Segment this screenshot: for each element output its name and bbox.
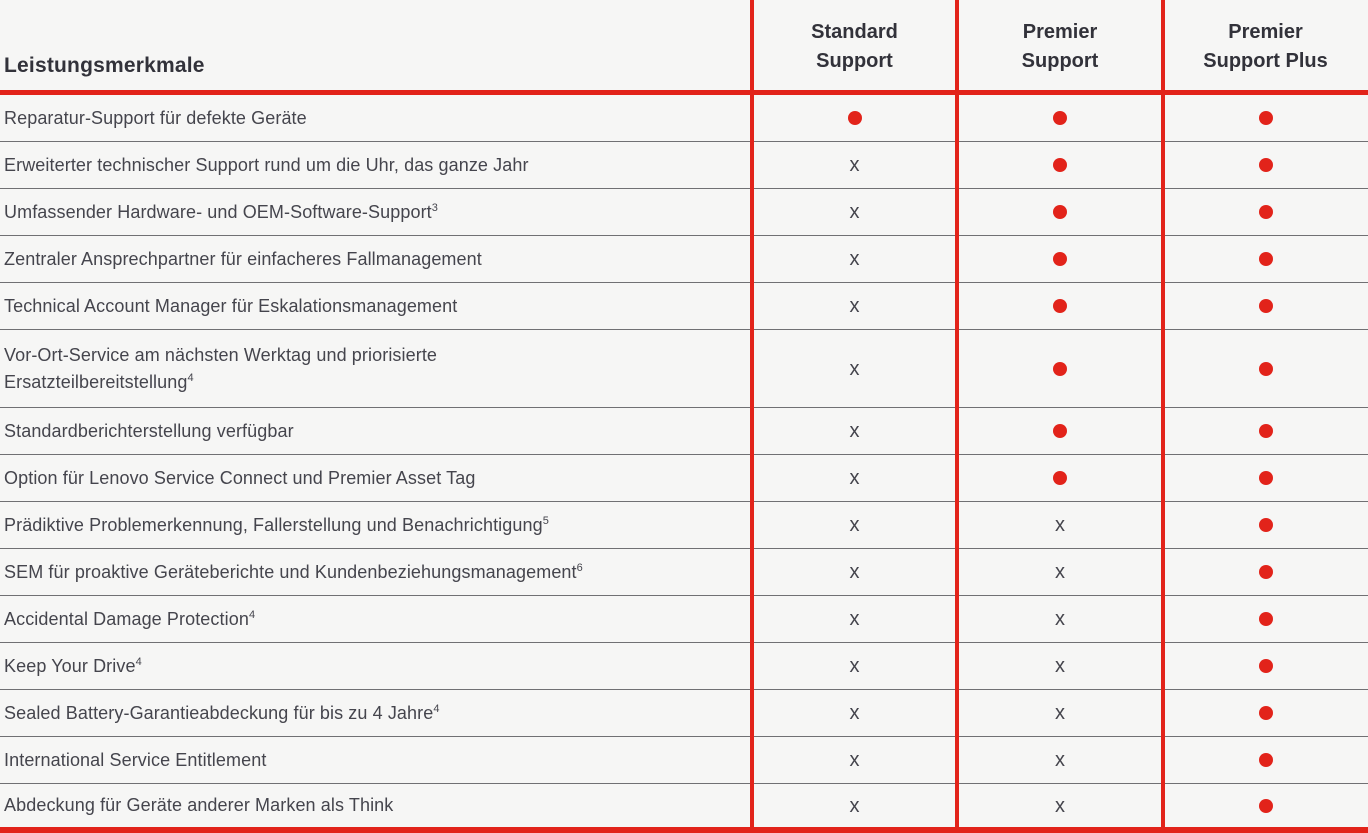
included-dot-icon bbox=[1259, 799, 1273, 813]
plan-header-line: Support Plus bbox=[1203, 50, 1328, 72]
plan-header-line: Premier bbox=[1022, 21, 1098, 43]
included-dot-icon bbox=[1053, 158, 1067, 172]
feature-label: Abdeckung für Geräte anderer Marken als Think bbox=[4, 795, 394, 815]
not-included-x-mark: x bbox=[1055, 514, 1065, 536]
not-included-x-mark: x bbox=[849, 794, 860, 817]
included-dot-icon bbox=[1259, 612, 1273, 626]
included-dot-icon bbox=[1259, 471, 1273, 485]
not-included-x-mark: x bbox=[849, 749, 860, 771]
included-dot-icon bbox=[1259, 565, 1273, 579]
feature-label: Reparatur-Support für defekte Geräte bbox=[4, 107, 307, 128]
feature-label: Zentraler Ansprechpartner für einfacheres Fallmanagement bbox=[4, 248, 482, 269]
mark-cell-premier bbox=[957, 189, 1163, 235]
mark-cell-standard bbox=[752, 596, 957, 642]
mark-cell-standard bbox=[752, 643, 957, 689]
mark-cell-premier_plus bbox=[1163, 502, 1368, 548]
footnote-superscript: 3 bbox=[431, 201, 438, 214]
not-included-x-mark: x bbox=[849, 467, 860, 489]
mark-cell-standard bbox=[752, 690, 957, 736]
feature-label: Accidental Damage Protection$^4$ bbox=[4, 608, 256, 629]
feature-label: SEM für proaktive Geräteberichte und Kundenbeziehungsmanagement$^6$ bbox=[4, 561, 583, 582]
included-dot-icon bbox=[1053, 111, 1067, 125]
included-dot-icon bbox=[1053, 205, 1067, 219]
included-dot-icon bbox=[1259, 706, 1273, 720]
included-dot-icon bbox=[1259, 362, 1273, 376]
included-dot-icon bbox=[1259, 205, 1273, 219]
included-dot-icon bbox=[1259, 111, 1273, 125]
mark-cell-premier_plus bbox=[1163, 95, 1368, 141]
included-dot-icon bbox=[1259, 299, 1273, 313]
feature-label: Erweiterter technischer Support rund um die Uhr, das ganze Jahr bbox=[4, 154, 529, 175]
mark-cell-standard bbox=[752, 455, 957, 501]
not-included-x-mark: x bbox=[1055, 655, 1065, 677]
column-divider-line bbox=[750, 0, 754, 833]
not-included-x-mark: x bbox=[849, 248, 860, 270]
included-dot-icon bbox=[1259, 753, 1273, 767]
not-included-x-mark: x bbox=[849, 154, 860, 176]
mark-cell-premier bbox=[957, 330, 1163, 407]
mark-cell-premier_plus bbox=[1163, 189, 1368, 235]
mark-cell-premier_plus bbox=[1163, 142, 1368, 188]
not-included-x-mark: x bbox=[849, 561, 860, 583]
mark-cell-premier_plus bbox=[1163, 643, 1368, 689]
mark-cell-premier_plus bbox=[1163, 236, 1368, 282]
mark-cell-premier_plus bbox=[1163, 283, 1368, 329]
mark-cell-premier bbox=[957, 784, 1163, 827]
footnote-superscript: 5 bbox=[542, 514, 549, 527]
not-included-x-mark: x bbox=[849, 655, 860, 677]
not-included-x-mark: x bbox=[1055, 749, 1065, 771]
included-dot-icon bbox=[1053, 252, 1067, 266]
included-dot-icon bbox=[1053, 471, 1067, 485]
mark-cell-premier bbox=[957, 283, 1163, 329]
mark-cell-premier_plus bbox=[1163, 408, 1368, 454]
feature-label: Sealed Battery-Garantieabdeckung für bis zu 4 Jahre$^4$ bbox=[4, 702, 440, 723]
mark-cell-standard bbox=[752, 737, 957, 783]
plan-header-line: Premier bbox=[1228, 21, 1303, 43]
mark-cell-premier bbox=[957, 236, 1163, 282]
plan-header-line: Support bbox=[1021, 50, 1099, 72]
not-included-x-mark: x bbox=[849, 201, 860, 223]
mark-cell-standard bbox=[752, 236, 957, 282]
mark-cell-premier bbox=[957, 596, 1163, 642]
feature-label: International Service Entitlement bbox=[4, 749, 267, 770]
not-included-x-mark: x bbox=[849, 702, 860, 724]
mark-cell-standard bbox=[752, 95, 957, 141]
mark-cell-premier_plus bbox=[1163, 330, 1368, 407]
not-included-x-mark: x bbox=[1055, 794, 1065, 817]
mark-cell-standard bbox=[752, 330, 957, 407]
footnote-superscript: 4 bbox=[433, 702, 440, 715]
mark-cell-standard bbox=[752, 549, 957, 595]
mark-cell-premier_plus bbox=[1163, 737, 1368, 783]
mark-cell-premier_plus bbox=[1163, 596, 1368, 642]
feature-label: Technical Account Manager für Eskalationsmanagement bbox=[4, 295, 458, 316]
mark-cell-standard bbox=[752, 189, 957, 235]
included-dot-icon bbox=[1259, 252, 1273, 266]
mark-cell-premier bbox=[957, 549, 1163, 595]
feature-label: Standardberichterstellung verfügbar bbox=[4, 420, 294, 441]
not-included-x-mark: x bbox=[1055, 561, 1065, 583]
feature-label: Prädiktive Problemerkennung, Fallerstellung und Benachrichtigung$^5$ bbox=[4, 514, 549, 535]
mark-cell-premier bbox=[957, 408, 1163, 454]
plan-header-premier-support bbox=[957, 0, 1163, 90]
mark-cell-premier bbox=[957, 502, 1163, 548]
included-dot-icon bbox=[1259, 518, 1273, 532]
not-included-x-mark: x bbox=[1055, 608, 1065, 630]
feature-label: Keep Your Drive$^4$ bbox=[4, 655, 142, 676]
mark-cell-premier bbox=[957, 737, 1163, 783]
feature-label: Umfassender Hardware- und OEM-Software-Support$^3$ bbox=[4, 201, 438, 222]
not-included-x-mark: x bbox=[849, 295, 860, 317]
plan-header-standard-support bbox=[752, 0, 957, 90]
mark-cell-standard bbox=[752, 142, 957, 188]
included-dot-icon bbox=[1053, 362, 1067, 376]
mark-cell-premier bbox=[957, 643, 1163, 689]
feature-label: Option für Lenovo Service Connect und Premier Asset Tag bbox=[4, 467, 476, 488]
mark-cell-premier_plus bbox=[1163, 455, 1368, 501]
mark-cell-premier bbox=[957, 455, 1163, 501]
not-included-x-mark: x bbox=[849, 608, 860, 630]
mark-cell-premier bbox=[957, 95, 1163, 141]
mark-cell-standard bbox=[752, 502, 957, 548]
included-dot-icon bbox=[1259, 659, 1273, 673]
feature-label: Vor-Ort-Service am nächsten Werktag und priorisierte Ersatzteilbereitstellung$^4$ bbox=[4, 344, 438, 392]
not-included-x-mark: x bbox=[1055, 702, 1065, 724]
mark-cell-premier_plus bbox=[1163, 784, 1368, 827]
mark-cell-premier_plus bbox=[1163, 549, 1368, 595]
included-dot-icon bbox=[1053, 424, 1067, 438]
included-dot-icon bbox=[848, 111, 862, 125]
mark-cell-standard bbox=[752, 408, 957, 454]
plan-header-line: Standard bbox=[811, 21, 898, 43]
not-included-x-mark: x bbox=[849, 420, 860, 442]
plan-header-premier-support-plus bbox=[1163, 0, 1368, 90]
mark-cell-standard bbox=[752, 283, 957, 329]
mark-cell-premier bbox=[957, 142, 1163, 188]
not-included-x-mark: x bbox=[849, 357, 860, 380]
included-dot-icon bbox=[1053, 299, 1067, 313]
footnote-superscript: 6 bbox=[576, 561, 583, 574]
feature-column-header: Leistungsmerkmale bbox=[4, 54, 205, 77]
column-divider-line bbox=[955, 0, 959, 833]
column-divider-line bbox=[1161, 0, 1165, 833]
footnote-superscript: 4 bbox=[135, 655, 142, 668]
included-dot-icon bbox=[1259, 424, 1273, 438]
footnote-superscript: 4 bbox=[248, 608, 256, 621]
mark-cell-standard bbox=[752, 784, 957, 827]
plan-header-line: Support bbox=[816, 50, 893, 72]
not-included-x-mark: x bbox=[849, 514, 860, 536]
included-dot-icon bbox=[1259, 158, 1273, 172]
mark-cell-premier bbox=[957, 690, 1163, 736]
mark-cell-premier_plus bbox=[1163, 690, 1368, 736]
footnote-superscript: 4 bbox=[187, 371, 194, 384]
